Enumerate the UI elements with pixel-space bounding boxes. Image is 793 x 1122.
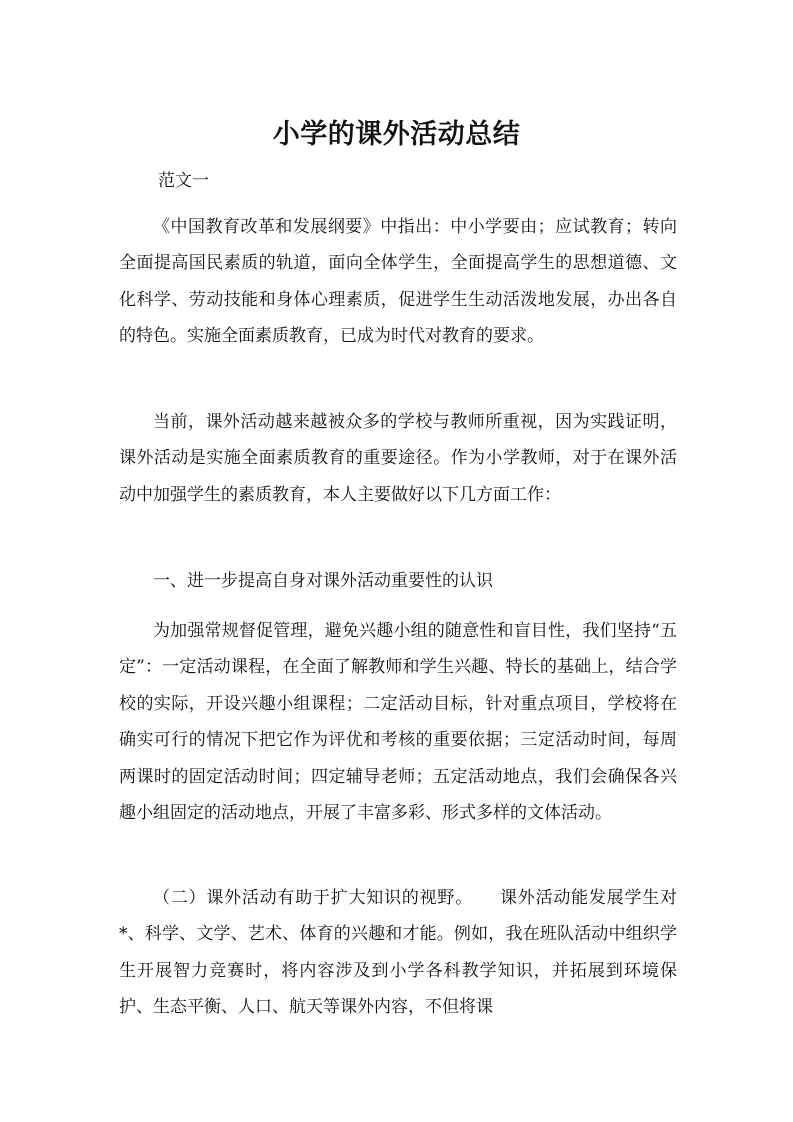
paragraph-1: 《中国教育改革和发展纲要》中指出：中小学要由；应试教育；转向全面提高国民素质的轨道，面向全体学生，全面提高学生的思想道德、文化科学、劳动技能和身体心理素质，促进学生生动活泼地发展，办出各自的特色。实施全面素质教育，已成为时代对教育的要求。 (119, 217, 677, 347)
paragraph-4: （二）课外活动有助于扩大知识的视野。 课外活动能发展学生对*、科学、文学、艺术、体育的兴趣和才能。例如，我在班队活动中组织学生开展智力竞赛时，将内容涉及到小学各科教学知识，并拓展到环境保护、生态平衡、人口、航天等课外内容，不但将课 (119, 888, 677, 1018)
paragraph-2: 当前，课外活动越来越被众多的学校与教师所重视，因为实践证明，课外活动是实施全面素质教育的重要途径。作为小学教师，对于在课外活动中加强学生的素质教育，本人主要做好以下几方面工作： (119, 412, 677, 505)
section-label: 范文一 (158, 171, 209, 191)
section-heading-1: 一、进一步提高自身对课外活动重要性的认识 (153, 571, 493, 591)
document-title: 小学的课外活动总结 (272, 119, 521, 151)
paragraph-3: 为加强常规督促管理，避免兴趣小组的随意性和盲目性，我们坚持“五定”：一定活动课程，在全面了解教师和学生兴趣、特长的基础上，结合学校的实际，开设兴趣小组课程；二定活动目标，针对重点项目，学校将在确实可行的情况下把它作为评优和考核的重要依据；三定活动时间，每周两课时的固定活动时间；四定辅导老师；五定活动地点，我们会确保各兴趣小组固定的活动地点，开展了丰富多彩、形式多样的文体活动。 (119, 621, 677, 824)
